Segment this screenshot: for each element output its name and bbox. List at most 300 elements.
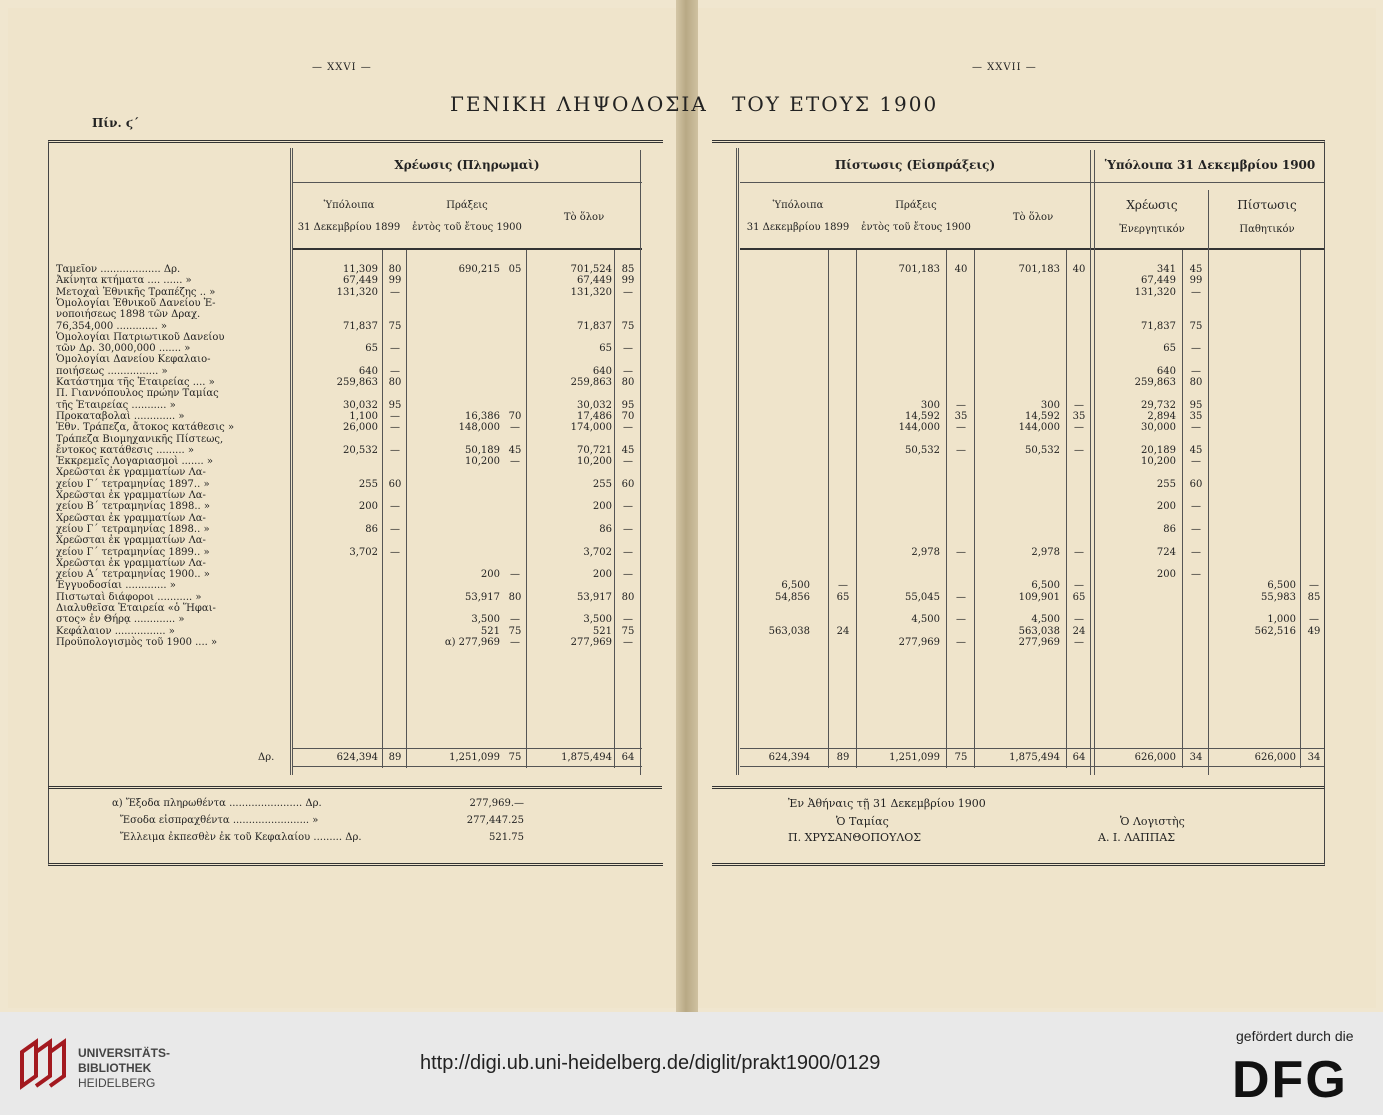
amount-cell: 29,732 — [1141, 399, 1176, 411]
amount-cell: 259,863 — [336, 377, 378, 388]
column-rule — [1094, 150, 1095, 775]
row-label: Ἀκίνητα κτήματα .... ...... » — [56, 275, 192, 287]
total-amount: 626,000 — [1134, 752, 1176, 763]
amount-cell: 131,320 — [570, 286, 612, 298]
amount-cell: 67,449 — [343, 275, 378, 287]
note-value: 277,447.25 — [466, 815, 524, 826]
right-title: ΤΟΥ ΕΤΟΥΣ 1900 — [732, 92, 939, 116]
amount-cell: 6,500 — [1031, 580, 1060, 592]
library-name — [78, 1046, 170, 1091]
total-cents: 89 — [388, 752, 402, 763]
amount-cell: 200 — [592, 501, 612, 513]
row-label: Χρεῶσται ἐκ γραμματίων Λα- — [56, 557, 206, 569]
col-header: Ὑπόλοιπα — [772, 200, 824, 211]
cents-cell: 35 — [1072, 410, 1086, 422]
amount-cell: 71,837 — [577, 320, 612, 332]
amount-cell: 563,038 — [768, 625, 810, 637]
cents-cell: — — [623, 365, 633, 377]
amount-cell: 86 — [599, 523, 612, 535]
cents-cell: 80 — [388, 264, 402, 275]
column-rule — [292, 148, 293, 775]
amount-cell: 640 — [358, 365, 378, 377]
row-label: Ὁμολογίαι Δανείου Κεφαλαιο- — [56, 354, 211, 366]
cents-cell: — — [510, 614, 520, 626]
row-label: χείου Γ΄ τετραμηνίας 1897.. » — [56, 478, 210, 490]
cents-cell: — — [956, 444, 966, 456]
row-label: ποιήσεως ................ » — [56, 365, 168, 377]
cents-cell: — — [1074, 444, 1084, 456]
note-label: Ἔλλειμα ἐκπεσθὲν ἐκ τοῦ Κεφαλαίου ......... Δρ. — [120, 832, 362, 843]
library-logo-icon — [16, 1036, 70, 1090]
total-cents: 34 — [1307, 752, 1321, 763]
row-label: Κεφάλαιον ................ » — [56, 625, 175, 637]
total-rule — [740, 766, 1324, 767]
library-line: UNIVERSITÄTS- — [78, 1046, 171, 1060]
amount-cell: 200 — [358, 501, 378, 513]
col-header: ἐντὸς τοῦ ἔτους 1900 — [412, 222, 522, 233]
amount-cell: 200 — [480, 569, 500, 581]
amount-cell: 255 — [1156, 478, 1176, 490]
cents-cell: — — [956, 546, 966, 558]
cents-cell: 45 — [508, 444, 522, 456]
amount-cell: 200 — [1156, 569, 1176, 581]
column-rule — [828, 250, 829, 768]
amount-cell: 70,721 — [577, 444, 612, 456]
col-header: Ὑπόλοιπα — [323, 200, 375, 211]
cents-cell: — — [1191, 501, 1201, 513]
cents-cell: 99 — [388, 275, 402, 287]
cents-cell: — — [390, 546, 400, 558]
col-header: Τὸ ὅλον — [563, 212, 605, 223]
amount-cell: 131,320 — [1134, 286, 1176, 298]
col-header: 31 Δεκεμβρίου 1899 — [297, 222, 401, 233]
column-rule — [1300, 250, 1301, 768]
total-amount: 624,394 — [768, 752, 810, 763]
row-label: Χρεῶσται ἐκ γραμματίων Λα- — [56, 467, 206, 479]
note-label: α) Ἔξοδα πληρωθέντα ....................... Δρ. — [112, 798, 322, 809]
row-label: Προκαταβολαὶ ............. » — [56, 410, 185, 422]
amount-cell: 1,100 — [349, 410, 378, 422]
cents-cell: — — [1191, 456, 1201, 468]
amount-cell: 724 — [1156, 546, 1176, 558]
cents-cell: — — [956, 636, 966, 648]
amount-cell: 4,500 — [1031, 614, 1060, 626]
left-page-number: — XXVI — — [312, 62, 372, 73]
amount-cell: 50,189 — [465, 444, 500, 456]
column-rule — [1090, 150, 1091, 775]
amount-cell: 30,032 — [577, 399, 612, 411]
cents-cell: 40 — [1072, 264, 1086, 275]
cents-cell: 60 — [621, 478, 635, 490]
row-label: Προϋπολογισμὸς τοῦ 1900 .... » — [56, 636, 218, 648]
cents-cell: — — [956, 591, 966, 603]
cents-cell: — — [390, 523, 400, 535]
place-date: Ἐν Ἀθήναις τῇ 31 Δεκεμβρίου 1900 — [788, 797, 986, 810]
cents-cell: — — [510, 636, 520, 648]
cents-cell: — — [623, 286, 633, 298]
row-label: Ὁμολογίαι Πατριωτικοῦ Δανείου — [56, 331, 225, 343]
amount-cell: 259,863 — [570, 377, 612, 388]
amount-cell: 640 — [592, 365, 612, 377]
cents-cell: — — [623, 456, 633, 468]
cents-cell: 99 — [621, 275, 635, 287]
amount-cell: 277,969 — [898, 636, 940, 648]
amount-cell: 701,183 — [898, 264, 940, 275]
total-amount: 1,875,494 — [561, 752, 612, 763]
column-rule — [1182, 250, 1183, 768]
cents-cell: 80 — [508, 591, 522, 603]
row-label: Ἐκκρεμεῖς Λογαριασμοὶ ....... » — [56, 456, 213, 468]
amount-cell: 55,983 — [1261, 591, 1296, 603]
amount-cell: 562,516 — [1254, 625, 1296, 637]
amount-cell: 3,500 — [583, 614, 612, 626]
amount-cell: 277,969 — [570, 636, 612, 648]
amount-cell: 3,702 — [349, 546, 378, 558]
cents-cell: — — [1191, 365, 1201, 377]
cents-cell: — — [1309, 614, 1319, 626]
amount-cell: 6,500 — [1267, 580, 1296, 592]
column-rule — [406, 250, 407, 768]
cents-cell: 75 — [388, 320, 402, 332]
cents-cell: 60 — [1189, 478, 1203, 490]
amount-cell: 50,532 — [1025, 444, 1060, 456]
amount-cell: 86 — [1163, 523, 1176, 535]
column-rule — [1208, 190, 1209, 775]
amount-cell: 255 — [592, 478, 612, 490]
row-label: νοποιήσεως 1898 τῶν Δραχ. — [56, 309, 201, 321]
cents-cell: 24 — [1072, 625, 1086, 637]
column-rule — [290, 148, 291, 775]
cents-cell: — — [1074, 422, 1084, 434]
row-label: Χρεῶσται ἐκ γραμματίων Λα- — [56, 535, 206, 547]
total-cents: 75 — [954, 752, 968, 763]
cents-cell: 95 — [1189, 399, 1203, 411]
amount-cell: 174,000 — [570, 422, 612, 434]
amount-cell: 144,000 — [1018, 422, 1060, 434]
section-rule — [712, 786, 1324, 789]
amount-cell: 55,045 — [905, 591, 940, 603]
cents-cell: — — [390, 343, 400, 355]
amount-cell: 259,863 — [1134, 377, 1176, 388]
balance-header: Ὑπόλοιπα 31 Δεκεμβρίου 1900 — [1104, 158, 1316, 172]
amount-cell: 17,486 — [577, 410, 612, 422]
cents-cell: 60 — [388, 478, 402, 490]
cents-cell: 45 — [621, 444, 635, 456]
note-label: Ἔσοδα εἰσπραχθέντα ........................ » — [120, 815, 319, 826]
book-gutter — [676, 0, 698, 1012]
column-rule — [736, 148, 737, 775]
cents-cell: 80 — [621, 377, 635, 388]
amount-cell: 20,532 — [343, 444, 378, 456]
amount-cell: 640 — [1156, 365, 1176, 377]
amount-cell: 2,978 — [1031, 546, 1060, 558]
row-label: ἔντοκος κατάθεσις ......... » — [56, 444, 194, 456]
column-rule — [856, 250, 857, 768]
amount-cell: 50,532 — [905, 444, 940, 456]
cashier-name: Π. ΧΡΥΣΑΝΘΟΠΟΥΛΟΣ — [788, 831, 922, 844]
amount-cell: 14,592 — [905, 410, 940, 422]
page-url-link[interactable]: http://digi.ub.uni-heidelberg.de/diglit/prakt1900/0129 — [420, 1052, 881, 1074]
amount-cell: 2,978 — [911, 546, 940, 558]
cents-cell: — — [1074, 546, 1084, 558]
amount-cell: 65 — [599, 343, 612, 355]
row-label: Πιστωταὶ διάφοροι ........... » — [56, 591, 202, 603]
col-header: 31 Δεκεμβρίου 1899 — [746, 222, 850, 233]
cents-cell: 45 — [1189, 264, 1203, 275]
amount-cell: 690,215 — [458, 264, 500, 275]
row-label: Κατάστημα τῆς Ἑταιρείας .... » — [56, 377, 215, 388]
note-value: 277,969.— — [469, 798, 524, 809]
column-rule — [382, 250, 383, 768]
cents-cell: — — [623, 546, 633, 558]
amount-cell: 701,524 — [570, 264, 612, 275]
cents-cell: 45 — [1189, 444, 1203, 456]
cents-cell: 75 — [1189, 320, 1203, 332]
amount-cell: 131,320 — [336, 286, 378, 298]
total-cents: 64 — [621, 752, 635, 763]
total-amount: 626,000 — [1254, 752, 1296, 763]
cents-cell: 70 — [508, 410, 522, 422]
column-rule — [1066, 250, 1067, 768]
row-label: Ἐγγυοδοσίαι ............. » — [56, 580, 176, 592]
cents-cell: — — [1074, 636, 1084, 648]
amount-cell: 26,000 — [343, 422, 378, 434]
amount-cell: 2,894 — [1147, 410, 1176, 422]
funded-by-text: gefördert durch die — [1236, 1028, 1354, 1044]
amount-cell: 67,449 — [1141, 275, 1176, 287]
cents-cell: — — [1074, 614, 1084, 626]
col-header: Ἐνεργητικόν — [1119, 224, 1185, 235]
total-cents: 89 — [836, 752, 850, 763]
cents-cell: 75 — [621, 320, 635, 332]
cents-cell: 95 — [388, 399, 402, 411]
amount-cell: 300 — [1040, 399, 1060, 411]
amount-cell: 67,449 — [577, 275, 612, 287]
cents-cell: 35 — [954, 410, 968, 422]
amount-cell: 10,200 — [577, 456, 612, 468]
amount-cell: 144,000 — [898, 422, 940, 434]
viewer-footer — [0, 1012, 1383, 1115]
col-header: Παθητικόν — [1239, 224, 1295, 235]
row-label: τῶν Δρ. 30,000,000 ....... » — [56, 343, 191, 355]
header-rule — [292, 182, 642, 183]
cents-cell: — — [1191, 569, 1201, 581]
amount-cell: 53,917 — [465, 591, 500, 603]
total-cents: 34 — [1189, 752, 1203, 763]
row-label: Ταμεῖον ................... Δρ. — [56, 264, 181, 275]
cents-cell: — — [623, 636, 633, 648]
cents-cell: 24 — [836, 625, 850, 637]
amount-cell: 277,969 — [1018, 636, 1060, 648]
header-rule — [740, 182, 1324, 183]
amount-cell: 71,837 — [1141, 320, 1176, 332]
cents-cell: — — [1191, 286, 1201, 298]
col-header: Τὸ ὅλον — [1012, 212, 1054, 223]
amount-cell: α) 277,969 — [444, 636, 500, 648]
cents-cell: 70 — [621, 410, 635, 422]
column-rule — [974, 250, 975, 768]
section-rule — [48, 786, 662, 789]
dfg-logo: DFG — [1232, 1051, 1348, 1109]
cents-cell: — — [956, 399, 966, 411]
cents-cell: 85 — [1307, 591, 1321, 603]
row-label: 76,354,000 ............. » — [56, 320, 168, 332]
cents-cell: — — [956, 614, 966, 626]
total-amount: 1,251,099 — [449, 752, 500, 763]
column-rule — [526, 250, 527, 768]
row-label: τῆς Ἑταιρείας ........... » — [56, 399, 176, 411]
cents-cell: — — [623, 523, 633, 535]
amount-cell: 65 — [1163, 343, 1176, 355]
accountant-role: Ὁ Λογιστὴς — [1120, 815, 1185, 828]
cents-cell: 80 — [388, 377, 402, 388]
amount-cell: 6,500 — [781, 580, 810, 592]
cents-cell: 05 — [508, 264, 522, 275]
amount-cell: 53,917 — [577, 591, 612, 603]
col-header: Χρέωσις — [1126, 198, 1178, 212]
row-label: Μετοχαὶ Ἐθνικῆς Τραπέζης .. » — [56, 286, 216, 298]
amount-cell: 3,500 — [471, 614, 500, 626]
cents-cell: — — [1309, 580, 1319, 592]
total-rule — [292, 748, 642, 749]
row-label: Τράπεζα Βιομηχανικῆς Πίστεως, — [56, 433, 224, 445]
amount-cell: 16,386 — [465, 410, 500, 422]
cents-cell: 95 — [621, 399, 635, 411]
cents-cell: 40 — [954, 264, 968, 275]
cents-cell: — — [1191, 343, 1201, 355]
cents-cell: 85 — [621, 264, 635, 275]
cents-cell: — — [1074, 399, 1084, 411]
amount-cell: 71,837 — [343, 320, 378, 332]
cents-cell: — — [510, 422, 520, 434]
row-label: χείου Α΄ τετραμηνίας 1900.. » — [56, 569, 210, 581]
header-bottom-rule — [292, 248, 642, 250]
row-label: Χρεῶσται ἐκ γραμματίων Λα- — [56, 490, 206, 501]
cents-cell: 75 — [508, 625, 522, 637]
table-number: Πίν. ϛ΄ — [92, 116, 140, 130]
amount-cell: 255 — [358, 478, 378, 490]
column-rule — [946, 250, 947, 768]
row-label: Π. Γιαννόπουλος πρώην Ταμίας — [56, 388, 219, 400]
total-cents: 75 — [508, 752, 522, 763]
col-header: Πίστωσις — [1237, 198, 1297, 212]
row-label: Χρεῶσται ἐκ γραμματίων Λα- — [56, 512, 206, 524]
amount-cell: 341 — [1156, 264, 1176, 275]
amount-cell: 10,200 — [1141, 456, 1176, 468]
amount-cell: 20,189 — [1141, 444, 1176, 456]
column-rule — [614, 250, 615, 768]
amount-cell: 200 — [1156, 501, 1176, 513]
cents-cell: — — [1191, 422, 1201, 434]
total-rule — [740, 748, 1324, 749]
row-label: χείου Γ΄ τετραμηνίας 1898.. » — [56, 523, 210, 535]
col-header: Πράξεις — [446, 200, 488, 211]
cents-cell: — — [623, 501, 633, 513]
column-rule — [640, 150, 641, 775]
row-label: χείου Γ΄ τετραμηνίας 1899.. » — [56, 546, 210, 558]
amount-cell: 14,592 — [1025, 410, 1060, 422]
amount-cell: 521 — [592, 625, 612, 637]
cents-cell: — — [623, 614, 633, 626]
amount-cell: 86 — [365, 523, 378, 535]
amount-cell: 30,032 — [343, 399, 378, 411]
cents-cell: — — [510, 569, 520, 581]
amount-cell: 200 — [592, 569, 612, 581]
cents-cell: — — [390, 286, 400, 298]
row-label: Ὁμολογίαι Ἐθνικοῦ Δανείου Ἑ- — [56, 297, 216, 309]
total-amount: 624,394 — [336, 752, 378, 763]
row-label: Διαλυθεῖσα Ἑταιρεία «ὁ Ἥφαι- — [56, 603, 216, 614]
cents-cell: — — [1191, 523, 1201, 535]
amount-cell: 701,183 — [1018, 264, 1060, 275]
accountant-name: Α. Ι. ΛΑΠΠΑΣ — [1098, 831, 1176, 844]
amount-cell: 300 — [920, 399, 940, 411]
amount-cell: 10,200 — [465, 456, 500, 468]
amount-cell: 65 — [365, 343, 378, 355]
cents-cell: — — [956, 422, 966, 434]
cents-cell: — — [838, 580, 848, 592]
row-label: στος» ἐν Θήρᾳ ............. » — [56, 614, 185, 626]
cents-cell: — — [390, 444, 400, 456]
row-label: Ἐθν. Τράπεζα, ἄτοκος κατάθεσις » — [56, 422, 235, 434]
cents-cell: — — [510, 456, 520, 468]
cents-cell: — — [390, 422, 400, 434]
library-line: BIBLIOTHEK — [78, 1061, 152, 1075]
amount-cell: 4,500 — [911, 614, 940, 626]
cents-cell: — — [390, 501, 400, 513]
cents-cell: — — [1191, 546, 1201, 558]
col-header: Πράξεις — [895, 200, 937, 211]
cents-cell: — — [623, 422, 633, 434]
library-line: HEIDELBERG — [78, 1076, 156, 1090]
cents-cell: — — [623, 569, 633, 581]
total-cents: 64 — [1072, 752, 1086, 763]
amount-cell: 54,856 — [775, 591, 810, 603]
total-amount: 1,875,494 — [1009, 752, 1060, 763]
cents-cell: 65 — [1072, 591, 1086, 603]
cents-cell: 35 — [1189, 410, 1203, 422]
column-rule — [738, 148, 739, 775]
amount-cell: 521 — [480, 625, 500, 637]
left-title: ΓΕΝΙΚΗ ΛΗΨΟΔΟΣΙΑ — [450, 92, 708, 116]
cashier-role: Ὁ Ταμίας — [836, 815, 889, 828]
cents-cell: — — [390, 365, 400, 377]
cents-cell: 65 — [836, 591, 850, 603]
credit-header: Πίστωσις (Εἰσπράξεις) — [834, 158, 996, 172]
cents-cell: 99 — [1189, 275, 1203, 287]
amount-cell: 30,000 — [1141, 422, 1176, 434]
cents-cell: 80 — [621, 591, 635, 603]
debit-header: Χρέωσις (Πληρωμαὶ) — [394, 158, 540, 172]
total-amount: 1,251,099 — [889, 752, 940, 763]
amount-cell: 11,309 — [343, 264, 378, 275]
amount-cell: 109,901 — [1018, 591, 1060, 603]
col-header: ἐντὸς τοῦ ἔτους 1900 — [861, 222, 971, 233]
cents-cell: — — [390, 410, 400, 422]
right-page-number: — XXVII — — [972, 62, 1037, 73]
cents-cell: 80 — [1189, 377, 1203, 388]
cents-cell: 75 — [621, 625, 635, 637]
cents-cell: — — [623, 343, 633, 355]
amount-cell: 563,038 — [1018, 625, 1060, 637]
row-label: χείου Β΄ τετραμηνίας 1898.. » — [56, 501, 210, 513]
amount-cell: 1,000 — [1267, 614, 1296, 626]
totals-label: Δρ. — [258, 752, 275, 763]
total-rule — [292, 766, 642, 767]
cents-cell: — — [1074, 580, 1084, 592]
amount-cell: 148,000 — [458, 422, 500, 434]
note-value: 521.75 — [489, 832, 524, 843]
